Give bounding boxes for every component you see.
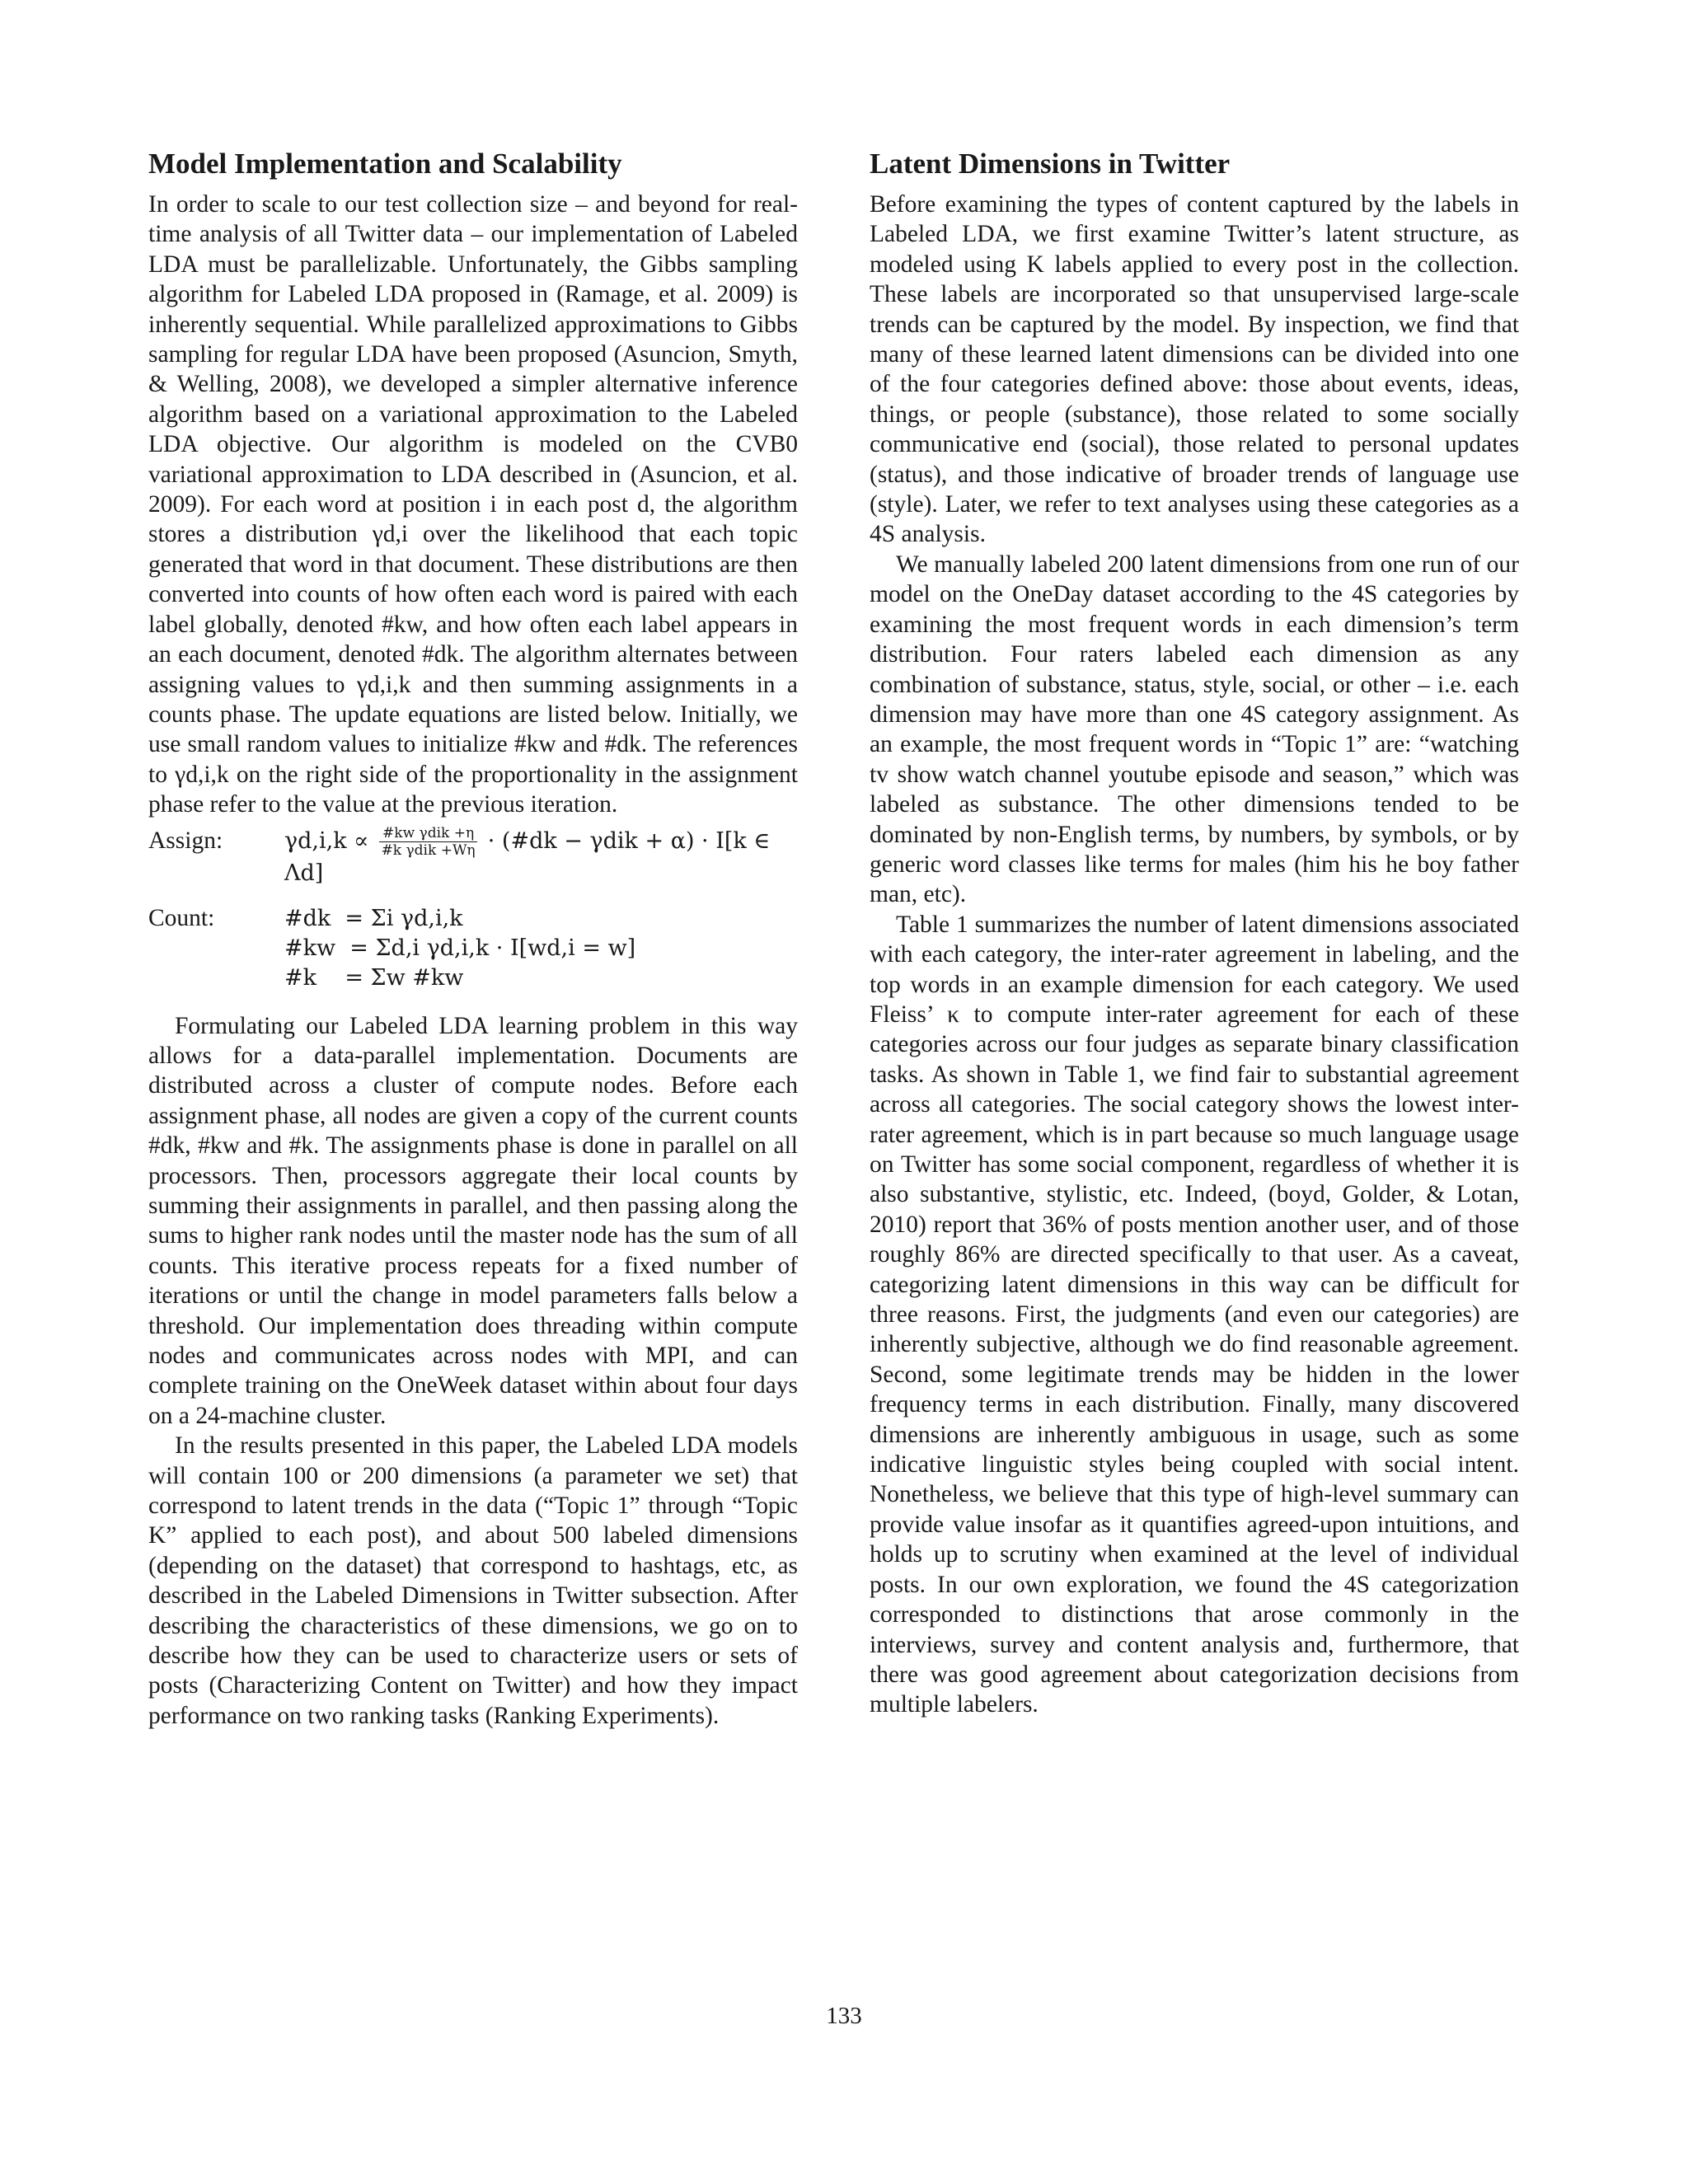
count-formulas <box>284 904 635 993</box>
assign-label: Assign: <box>148 827 223 854</box>
count-equation <box>148 903 798 993</box>
paragraph-latent-dimensions-2: We manually labeled 200 latent dimensions from one run of our model on the OneDay dataset according to the 4S categories by examining the most frequent words in each dimension’s term distribution. Four raters labeled each dimension as any combination of substance, status, style, social, or other – i.e. each dimension may have more than one 4S category assignment. As an example, the most frequent words in “Topic 1” are: “watching tv show watch channel youtube episode and season,” which was labeled as substance. The other dimensions tended to be dominated by non-English terms, by numbers, by symbols, or by generic word classes like terms for males (him his he boy father man, etc). <box>870 551 1519 908</box>
page-number: 133 <box>826 2003 862 2029</box>
assign-fraction <box>379 825 477 859</box>
count-label: Count: <box>148 904 215 931</box>
paragraph-model-implementation-1: In order to scale to our test collection size – and beyond for real-time analysis of all Twitter data – our implementation of Labeled LDA must be parallelizable. Unfortunately, the Gibbs sampling algorithm for Labeled LDA proposed in (Ramage, et al. 2009) is inherently sequential. While parallelized approximations to Gibbs sampling for regular LDA have been proposed (Asuncion, Smyth, & Welling, 2008), we developed a simpler alternative inference algorithm based on a variational approximation to the Labeled LDA objective. Our algorithm is modeled on the CVB0 variational approximation to LDA described in (Asuncion, et al. 2009). For each word at position i in each post d, the algorithm stores a distribution γd,i over the likelihood that each topic generated that word in that document. These distributions are then converted into counts of how often each word is paired with each label globally, denoted #kw, and how often each label appears in an each document, denoted #dk. The algorithm alternates between assigning values to γd,i,k and then summing assignments in a counts phase. The update equations are listed below. Initially, we use small random values to initialize #kw and #dk. The references to γd,i,k on the right side of the proportionality in the assignment phase refer to the value at the previous iteration. <box>148 191 798 818</box>
section-heading-latent-dimensions: Latent Dimensions in Twitter <box>870 148 1231 180</box>
right-column <box>870 147 1519 1720</box>
assign-denominator: #k γdik +Wη <box>381 841 476 859</box>
assign-formula <box>284 825 798 888</box>
paragraph-latent-dimensions-1: Before examining the types of content captured by the labels in Labeled LDA, we first examine Twitter’s latent structure, as modeled using K labels applied to every post in the collection. These labels are incorporated so that unsupervised large-scale trends can be captured by the model. By inspection, we find that many of these learned latent dimensions can be divided into one of the four categories defined above: those about events, ideas, things, or people (substance), those related to some socially communicative end (social), those related to personal updates (status), and those indicative of broader trends of language use (style). Later, we refer to text analyses using these categories as a 4S analysis. <box>870 191 1519 548</box>
section-heading-model-implementation: Model Implementation and Scalability <box>148 148 622 180</box>
assign-lhs: γd,i,k ∝ <box>284 827 369 854</box>
count-eq-dk: #dk = Σi γd,i,k <box>284 905 463 931</box>
left-column <box>148 147 798 1731</box>
assign-numerator: #kw γdik +η <box>379 825 477 842</box>
update-equations <box>148 825 798 993</box>
count-eq-k: #k = Σw #kw <box>284 964 464 991</box>
count-eq-kw: #kw = Σd,i γd,i,k · I[wd,i = w] <box>284 935 636 961</box>
paragraph-model-implementation-2: Formulating our Labeled LDA learning problem in this way allows for a data-parallel implementation. Documents are distributed across a cluster of compute nodes. Before each assignment phase, all nodes are given a copy of the current counts #dk, #kw and #k. The assignments phase is done in parallel on all processors. Then, processors aggregate their local counts by summing their assignments in parallel, and then passing along the sums to higher rank nodes until the master node has the sum of all counts. This iterative process repeats for a fixed number of iterations or until the change in model parameters falls below a threshold. Our implementation does threading within compute nodes and communicates across nodes with MPI, and can complete training on the OneWeek dataset within about four days on a 24-machine cluster. <box>148 1012 798 1429</box>
assign-equation <box>148 825 798 888</box>
paragraph-latent-dimensions-3: Table 1 summarizes the number of latent dimensions associated with each category, the inter-rater agreement in labeling, and the top words in an example dimension for each category. We used Fleiss’ κ to compute inter-rater agreement for each of these categories across our four judges as separate binary classification tasks. As shown in Table 1, we find fair to substantial agreement across all categories. The social category shows the lowest inter-rater agreement, which is in part because so much language usage on Twitter has some social component, regardless of whether it is also substantive, stylistic, etc. Indeed, (boyd, Golder, & Lotan, 2010) report that 36% of posts mention another user, and of those roughly 86% are directed specifically to that user. As a caveat, categorizing latent dimensions in this way can be difficult for three reasons. First, the judgments (and even our categories) are inherently subjective, although we do find reasonable agreement. Second, some legitimate trends may be hidden in the lower frequency terms in each distribution. Finally, many discovered dimensions are inherently ambiguous in usage, such as some indicative linguistic styles being coupled with social intent. Nonetheless, we believe that this type of high-level summary can provide value insofar as it quantifies agreed-upon intuitions, and holds up to scrutiny when examined at the level of individual posts. In our own exploration, we found the 4S categorization corresponded to distinctions that arose commonly in the interviews, survey and content analysis and, furthermore, that there was good agreement about categorization decisions from multiple labelers. <box>870 911 1519 1718</box>
paragraph-model-implementation-3: In the results presented in this paper, the Labeled LDA models will contain 100 or 200 dimensions (a parameter we set) that correspond to latent trends in the data (“Topic 1” through “Topic K” applied to each post), and about 500 labeled dimensions (depending on the dataset) that correspond to hashtags, etc, as described in the Labeled Dimensions in Twitter subsection. After describing the characteristics of these dimensions, we go on to describe how they can be used to characterize users or sets of posts (Characterizing Content on Twitter) and how they impact performance on two ranking tasks (Ranking Experiments). <box>148 1432 798 1729</box>
assign-rhs: · (#dk − γdik + α) · I[k ∈ Λd] <box>284 827 771 886</box>
